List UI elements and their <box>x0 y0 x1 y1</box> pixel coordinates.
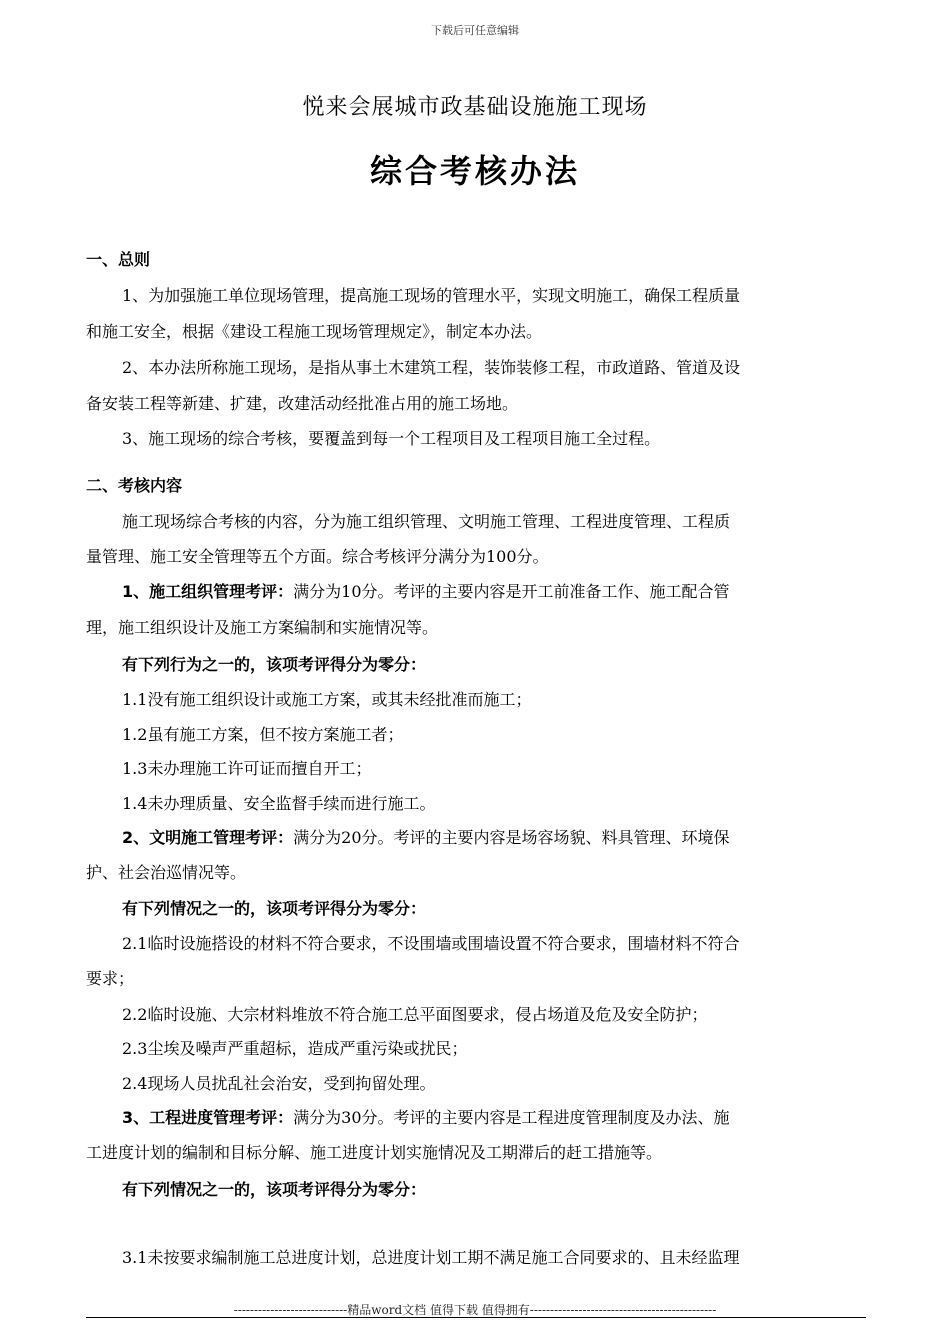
paragraph-line: 量管理、施工安全管理等五个方面。综合考核评分满分为100分。 <box>86 547 549 566</box>
list-item: 1.4未办理质量、安全监督手续而进行施工。 <box>122 794 436 813</box>
item-1-text: 满分为10分。考评的主要内容是开工前准备工作、施工配合管 <box>293 582 730 601</box>
item-1-line <box>122 579 730 602</box>
list-item: 3.1未按要求编制施工总进度计划，总进度计划工期不满足施工合同要求的、且未经监理 <box>122 1248 740 1267</box>
item-2-text: 满分为20分。考评的主要内容是场容场貌、料具管理、环境保 <box>293 828 730 847</box>
zero-score-note: 有下列行为之一的，该项考评得分为零分： <box>122 655 427 674</box>
item-2-label: 2、文明施工管理考评： <box>122 828 294 847</box>
list-item: 2.2临时设施、大宗材料堆放不符合施工总平面图要求，侵占场道及危及安全防护； <box>122 1005 708 1024</box>
section-heading-general: 一、总则 <box>86 250 151 269</box>
paragraph-line: 和施工安全，根据《建设工程施工现场管理规定》，制定本办法。 <box>86 322 543 341</box>
list-item: 要求； <box>86 969 135 988</box>
list-item: 1.1没有施工组织设计或施工方案，或其未经批准而施工； <box>122 690 532 709</box>
paragraph-line: 3、施工现场的综合考核，要覆盖到每一个工程项目及工程项目施工全过程。 <box>122 429 661 448</box>
item-2-line <box>122 825 730 848</box>
section-heading-content: 二、考核内容 <box>86 476 183 495</box>
list-item: 2.4现场人员扰乱社会治安，受到拘留处理。 <box>122 1074 436 1093</box>
paragraph-line: 2、本办法所称施工现场，是指从事土木建筑工程，装饰装修工程，市政道路、管道及设 <box>122 358 741 377</box>
paragraph-line: 工进度计划的编制和目标分解、施工进度计划实施情况及工期滞后的赶工措施等。 <box>86 1143 663 1162</box>
list-item: 1.3未办理施工许可证而擅自开工； <box>122 759 372 778</box>
list-item: 1.2虽有施工方案，但不按方案施工者； <box>122 725 404 744</box>
paragraph-line: 1、为加强施工单位现场管理，提高施工现场的管理水平，实现文明施工，确保工程质量 <box>122 286 741 305</box>
item-3-text: 满分为30分。考评的主要内容是工程进度管理制度及办法、施 <box>293 1108 730 1127</box>
paragraph-line: 施工现场综合考核的内容，分为施工组织管理、文明施工管理、工程进度管理、工程质 <box>122 512 731 531</box>
footer-rule <box>86 1317 866 1318</box>
list-item: 2.1临时设施搭设的材料不符合要求，不设围墙或围墙设置不符合要求，围墙材料不符合 <box>122 934 740 953</box>
paragraph-line: 理，施工组织设计及施工方案编制和实施情况等。 <box>86 618 439 637</box>
footer-text: ----------------------------精品word文档 值得下载 值得拥有---------------------------------------------- <box>233 1303 717 1317</box>
item-3-line <box>122 1105 730 1128</box>
document-title-line1: 悦来会展城市政基础设施施工现场 <box>302 95 648 120</box>
item-3-label: 3、工程进度管理考评： <box>122 1108 294 1127</box>
header-note: 下载后可任意编辑 <box>431 24 519 37</box>
document-title-line2: 综合考核办法 <box>369 152 580 190</box>
paragraph-line: 护、社会治巡情况等。 <box>86 863 247 882</box>
zero-score-note: 有下列情况之一的，该项考评得分为零分： <box>122 1180 427 1199</box>
zero-score-note: 有下列情况之一的，该项考评得分为零分： <box>122 899 427 918</box>
list-item: 2.3尘埃及噪声严重超标，造成严重污染或扰民； <box>122 1039 468 1058</box>
paragraph-line: 备安装工程等新建、扩建，改建活动经批准占用的施工场地。 <box>86 394 519 413</box>
item-1-label: 1、施工组织管理考评： <box>122 582 294 601</box>
